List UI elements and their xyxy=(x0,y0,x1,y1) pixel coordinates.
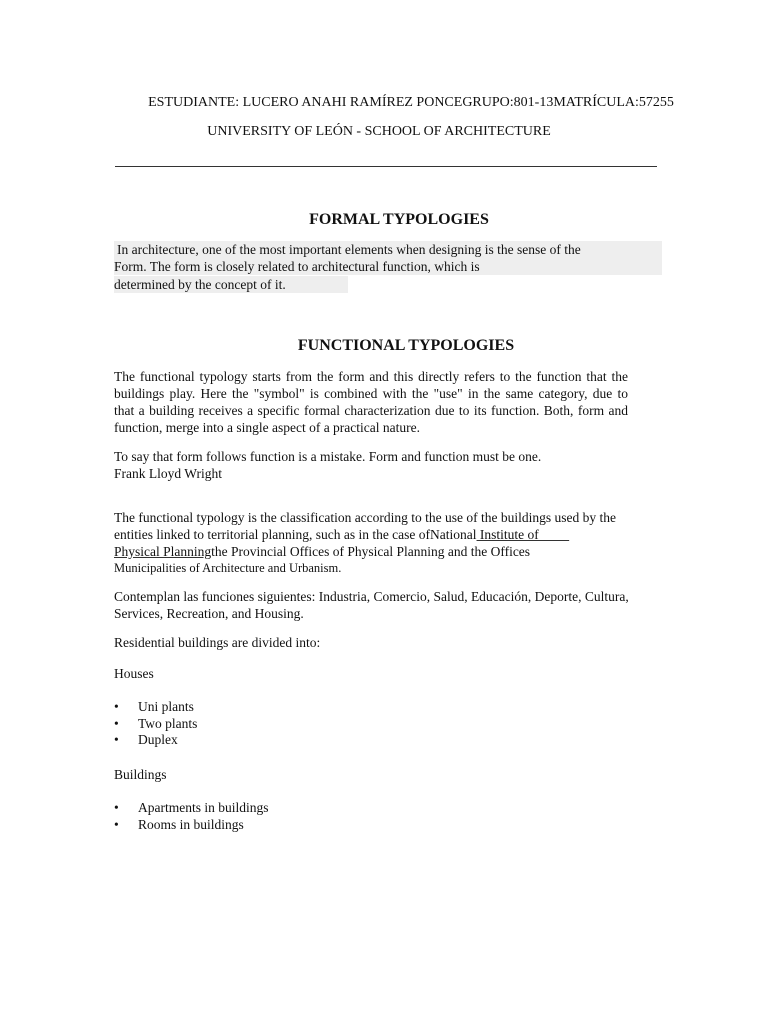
formal-paragraph-line: In architecture, one of the most important elements when designing is the sense of the xyxy=(114,241,662,258)
paragraph-line: Municipalities of Architecture and Urbanism. xyxy=(114,561,342,575)
paragraph-line xyxy=(114,543,628,560)
paragraph-line: The functional typology is the classification according to the use of the buildings used by the xyxy=(114,510,617,525)
paragraph-line: function, merge into a single aspect of a practical nature. xyxy=(114,420,421,435)
bullet-icon: • xyxy=(114,699,119,714)
bullet-icon: • xyxy=(114,715,119,731)
quote-text: To say that form follows function is a mistake. Form and function must be one. xyxy=(114,449,542,464)
physical-planning-link[interactable]: Physical Planning xyxy=(114,544,212,559)
functional-paragraph-2 xyxy=(114,509,628,577)
bullet-icon: • xyxy=(114,800,119,815)
houses-list xyxy=(114,699,197,749)
paragraph-line xyxy=(114,526,628,543)
list-item-text: Apartments in buildings xyxy=(138,800,269,815)
list-item xyxy=(114,716,197,733)
formal-paragraph-line: determined by the concept of it. xyxy=(114,276,348,293)
list-item xyxy=(114,817,269,834)
bullet-icon: • xyxy=(114,816,119,832)
horizontal-rule xyxy=(115,166,657,167)
paragraph-text: the Provincial Offices of Physical Planning and the Offices xyxy=(211,544,531,559)
paragraph-line: Contemplan las funciones siguientes: Industria, Comercio, Salud, Educación, Deporte, Cultura, xyxy=(114,589,629,604)
functional-paragraph-1 xyxy=(114,368,628,436)
buildings-list xyxy=(114,800,269,833)
list-item-text: Duplex xyxy=(138,732,178,747)
bullet-icon: • xyxy=(114,732,119,747)
list-item-text: Two plants xyxy=(138,715,198,731)
list-item xyxy=(114,800,269,817)
wright-quote xyxy=(114,448,628,482)
houses-label: Houses xyxy=(114,666,154,681)
quote-author: Frank Lloyd Wright xyxy=(114,466,222,481)
formal-paragraph-line: Form. The form is closely related to architectural function, which is xyxy=(114,258,662,275)
university-line: UNIVERSITY OF LEÓN - SCHOOL OF ARCHITECTURE xyxy=(207,124,551,139)
paragraph-line: that a building receives a specific formal characterization due to its function. Both, form and xyxy=(114,403,628,418)
functional-paragraph-3 xyxy=(114,588,628,622)
list-item-text: Uni plants xyxy=(138,699,194,714)
residential-intro: Residential buildings are divided into: xyxy=(114,635,321,650)
list-item-text: Rooms in buildings xyxy=(138,816,244,832)
student-info-line: ESTUDIANTE: LUCERO ANAHI RAMÍREZ PONCEGRUPO:801-13MATRÍCULA:57255 xyxy=(148,95,674,110)
functional-typologies-heading: FUNCTIONAL TYPOLOGIES xyxy=(297,337,515,354)
institute-link[interactable]: Institute of xyxy=(476,527,570,542)
list-item xyxy=(114,699,197,716)
paragraph-line: The functional typology starts from the form and this directly refers to the function that the xyxy=(114,369,628,384)
paragraph-line: Services, Recreation, and Housing. xyxy=(114,606,304,621)
paragraph-line: buildings play. Here the "symbol" is combined with the "use" in the same category, due to xyxy=(114,386,628,401)
list-item xyxy=(114,732,197,749)
paragraph-text: entities linked to territorial planning, such as in the case ofNational xyxy=(114,527,477,542)
buildings-label: Buildings xyxy=(114,767,167,782)
formal-typologies-heading: FORMAL TYPOLOGIES xyxy=(309,211,489,228)
